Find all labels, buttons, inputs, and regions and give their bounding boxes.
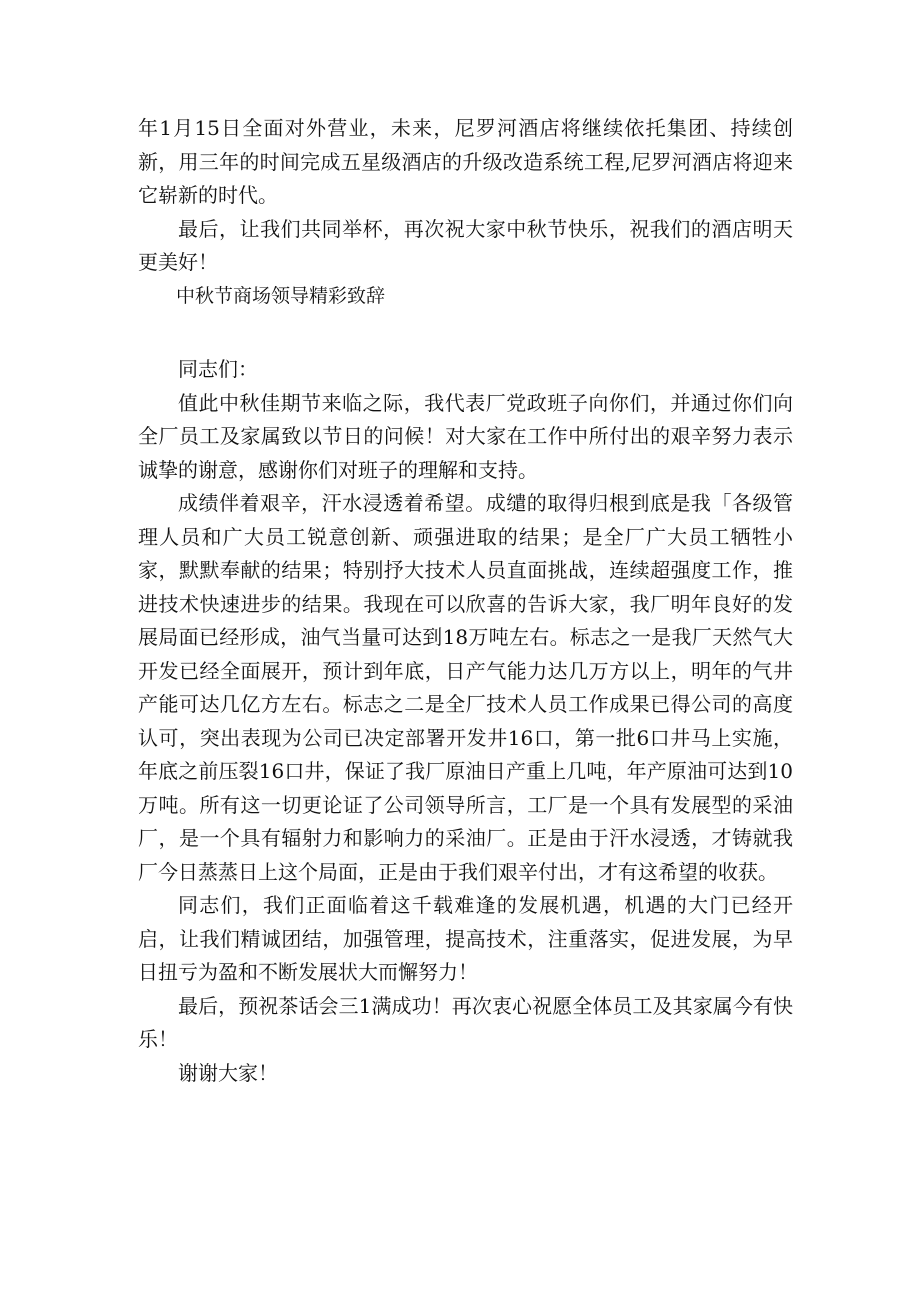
paragraph-wishes: 最后，预祝茶话会三1满成功！再次衷心祝愿全体员工及其家属今有快乐！ (138, 993, 793, 1051)
closing-thanks: 谢谢大家！ (178, 1060, 278, 1085)
paragraph-call-to-action: 同志们，我们正面临着这千载难逢的发展机遇，机遇的大门已经开启，让我们精诚团结，加强管理，提高技术，注重落实，促进发展，为早日扭亏为盈和不断发展状大而懈努力！ (138, 893, 793, 984)
blank-line (138, 313, 793, 353)
paragraph-greeting: 值此中秋佳期节来临之际，我代表厂党政班子向你们，并通过你们向全厂员工及家属致以节日的问候！对大家在工作中所付出的艰辛努力表示诚挚的谢意，感谢你们对班子的理解和支持。 (138, 390, 793, 482)
paragraph-hotel-future: 年1月15日全面对外营业，未来，尼罗河酒店将继续依托集团、持续创新，用三年的时间完成五星级酒店的升级改造系统工程,尼罗河酒店将迎来它崭新的时代。 (138, 116, 793, 207)
salutation: 同志们： (178, 357, 258, 381)
paragraph-achievements: 成绩伴着艰辛，汗水浸透着希望。成缱的取得归根到底是我「各级管理人员和广大员工锐意创新、顽强进取的结果；是全厂广大员工牺牲小家，默默奉献的结果；特别抒大技术人员直面挑战，连续超强度工作，推进技术快速进步的结果。我现在可以欣喜的告诉大家，我厂明年良好的发展局面已经形成，油气当量可达到18万吨左右。标志之一是我厂天然气大开发已经全面展开，预计到年底，日产气能力达几万方以上，明年的气井产能可达几亿方左右。标志之二是全厂技术人员工作成果已得公司的高度认可，突出表现为公司已决定部署开发井16口，第一批6口井马上实施，年底之前压裂16口井，保证了我厂原油日产重上几吨，年产原油可达到10万吨。所有这一切更论证了公司领导所言，工厂是一个具有发展型的采油厂，是一个具有辐射力和影响力的采油厂。正是由于汗水浸透，才铸就我厂今日蒸蒸日上这个局面，正是由于我们艰辛付出，才有这希望的收获。 (138, 491, 793, 884)
paragraph-toast: 最后，让我们共同举杯，再次祝大家中秋节快乐，祝我们的酒店明天更美好！ (138, 216, 793, 274)
section-title: 中秋节商场领导精彩致辞 (176, 284, 386, 307)
document-body (138, 112, 793, 1090)
